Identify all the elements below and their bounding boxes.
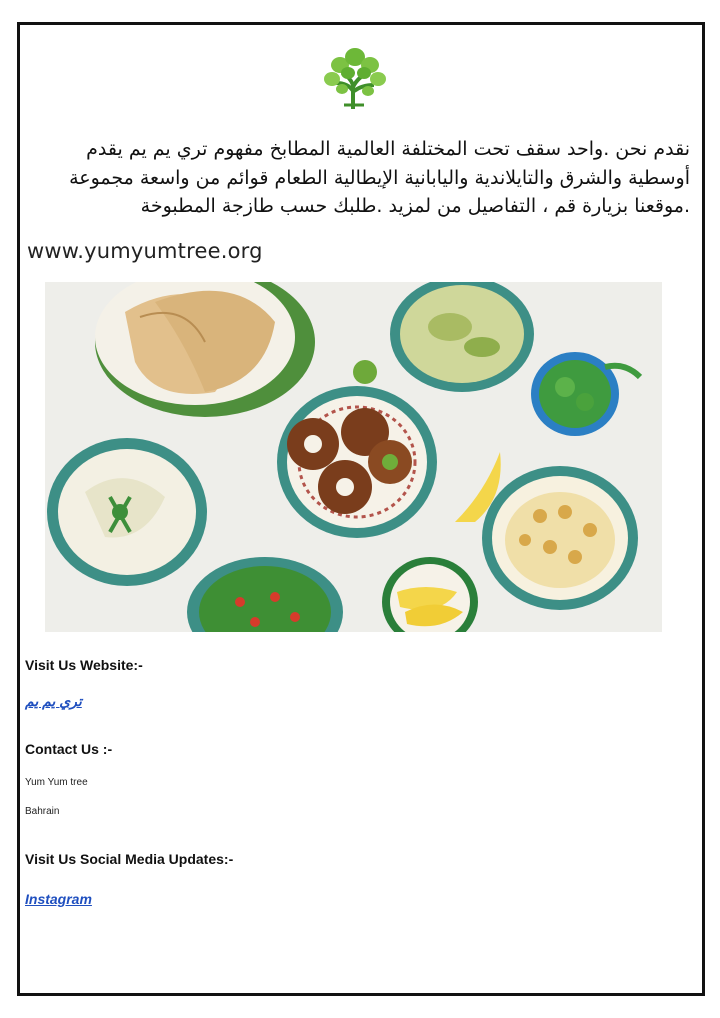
contact-location: Bahrain [25, 806, 60, 817]
intro-paragraph [26, 135, 690, 221]
intro-line: نقدم نحن .واحد سقف تحت المختلفة العالمية المطابخ مفهوم تري يم يم يقدم [86, 138, 690, 160]
social-heading: Visit Us Social Media Updates:- [25, 851, 234, 867]
falafel-plate-image [277, 386, 437, 538]
contact-name: Yum Yum tree [25, 777, 88, 788]
mezze-food-photo [45, 282, 662, 632]
website-link[interactable]: تري يم يم [25, 693, 82, 709]
tree-logo-icon [320, 43, 390, 109]
page-frame [17, 22, 705, 996]
instagram-link[interactable]: Instagram [25, 891, 92, 907]
hummus-bowl-image [482, 466, 638, 610]
intro-line: .موقعنا بزيارة قم ، التفاصيل من لمزيد .طلبك حسب طازجة المطبوخة [140, 195, 690, 217]
yogurt-dip-bowl-image [47, 438, 207, 586]
contact-heading: Contact Us :- [25, 741, 113, 757]
visit-website-heading: Visit Us Website:- [25, 657, 143, 673]
website-url[interactable]: www.yumyumtree.org [27, 239, 263, 263]
intro-line: أوسطية والشرق والتايلاندية واليابانية الإيطالية الطعام قوائم من واسعة مجموعة [69, 166, 690, 189]
